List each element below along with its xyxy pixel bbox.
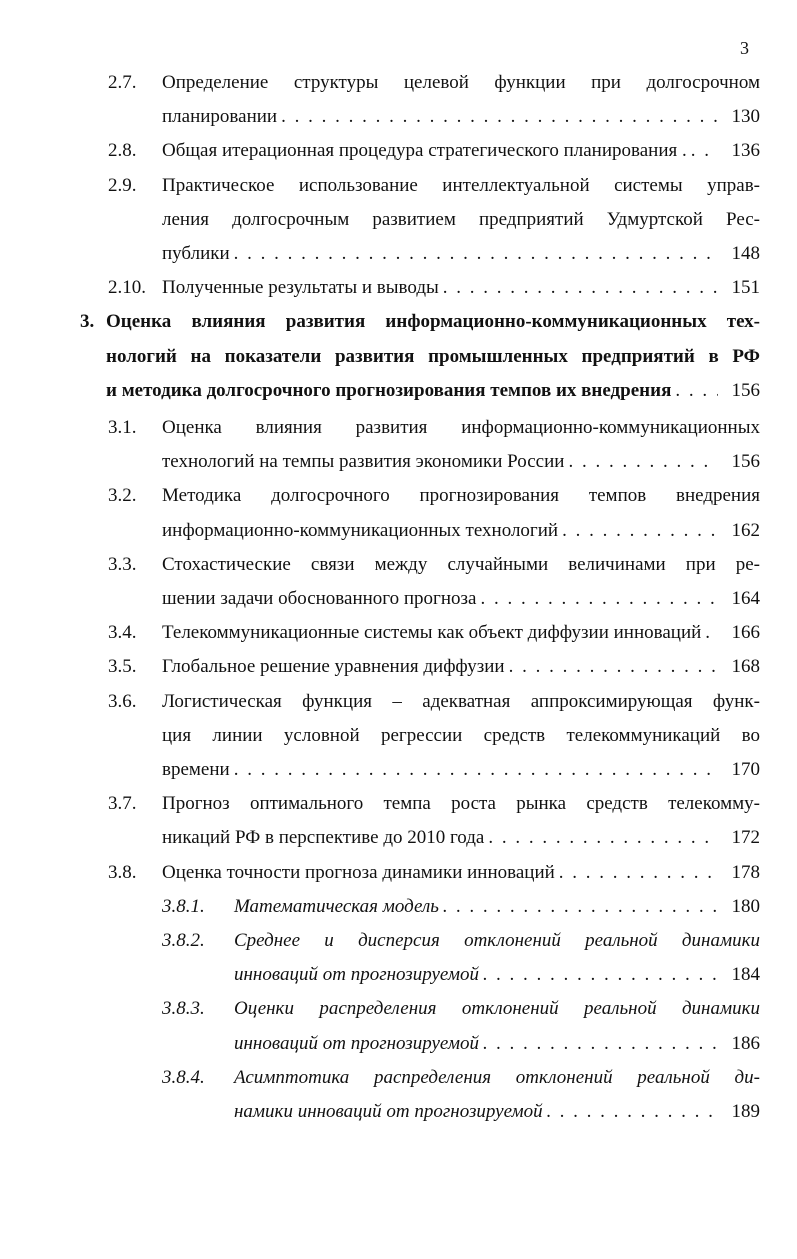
toc-entry-page: 130	[731, 106, 760, 128]
toc-entry-title-line: никаций РФ в перспективе до 2010 года	[162, 827, 485, 849]
toc-entry[interactable]	[0, 134, 797, 168]
dot-leader	[547, 1095, 718, 1129]
toc-entry-title-line: Логистическая функция – адекватная аппроксимирующая функ-	[162, 690, 760, 712]
toc-entry-title-line: ция линии условной регрессии средств телекоммуникаций во	[162, 724, 760, 746]
toc-entry-title-line: Математическая модель	[234, 895, 439, 917]
dot-leader	[562, 514, 718, 548]
toc-entry-page: 164	[731, 588, 760, 610]
toc-entry[interactable]	[0, 305, 797, 408]
toc-entry[interactable]	[0, 787, 797, 855]
toc-entry-page: 148	[731, 243, 760, 265]
toc-entry-page: 168	[731, 656, 760, 678]
dot-leader	[488, 821, 718, 855]
toc-entry[interactable]	[0, 479, 797, 547]
dot-leader	[675, 374, 718, 408]
toc-entry-title-line: и методика долгосрочного прогнозирования темпов их внедрения	[106, 379, 672, 401]
toc-entry[interactable]	[0, 66, 797, 134]
toc-entry[interactable]	[0, 548, 797, 616]
toc-entry-number: 3.5.	[108, 656, 137, 678]
toc-entry-title-line: времени	[162, 759, 230, 781]
toc-entry-number: 2.7.	[108, 72, 137, 93]
dot-leader	[483, 1027, 718, 1061]
toc-entry-title-line: шении задачи обоснованного прогноза	[162, 588, 477, 610]
toc-entry-number: 2.10.	[108, 277, 146, 299]
toc-entry-title-line: ления долгосрочным развитием предприятий Удмуртской Рес-	[162, 208, 760, 230]
toc-entry-title-line: инноваций от прогнозируемой	[234, 964, 479, 986]
toc-entry-page: 166	[731, 622, 760, 644]
toc-entry-title-line: Оценка точности прогноза динамики инноваций	[162, 861, 555, 883]
toc-entry[interactable]	[0, 992, 797, 1060]
page-number: 3	[740, 38, 749, 58]
toc-entry-title-line: планировании	[162, 106, 278, 128]
toc-entry-title-line: публики	[162, 243, 230, 265]
dot-leader	[483, 958, 718, 992]
toc-entry-title-line: технологий на темпы развития экономики России	[162, 451, 565, 473]
dot-leader	[234, 237, 718, 271]
toc-entry[interactable]	[0, 1061, 797, 1129]
dot-leader	[568, 445, 718, 479]
toc-entry-title-line: Телекоммуникационные системы как объект диффузии инноваций	[162, 622, 702, 644]
toc-entry-title-line: нологий на показатели развития промышленных предприятий в РФ	[106, 345, 760, 367]
dot-leader	[443, 890, 718, 924]
toc-entry-number: 2.8.	[108, 140, 137, 162]
toc-entry-title-line: намики инноваций от прогнозируемой	[234, 1101, 543, 1123]
toc-entry-page: 170	[731, 759, 760, 781]
toc-entry-title-line: Методика долгосрочного прогнозирования темпов внедрения	[162, 485, 760, 507]
toc-entry-number: 3.7.	[108, 793, 137, 815]
toc-entry-title-line: Глобальное решение уравнения диффузии	[162, 656, 505, 678]
toc-entry-number: 3.6.	[108, 690, 137, 712]
toc-entry-page: 172	[731, 827, 760, 849]
dot-leader	[480, 582, 718, 616]
toc-entry-title-line: Практическое использование интеллектуальной системы управ-	[162, 174, 760, 196]
toc-entry-number: 3.1.	[108, 417, 137, 439]
toc-entry-title-line: Оценка влияния развития информационно-коммуникационных тех-	[106, 311, 760, 333]
toc-entry-title-line: Оценка влияния развития информационно-коммуникационных	[162, 417, 760, 439]
dot-leader	[691, 134, 718, 168]
dot-leader	[443, 271, 718, 305]
dot-leader	[281, 100, 718, 134]
toc-entry-title-line: Прогноз оптимального темпа роста рынка средств телекомму-	[162, 793, 760, 815]
table-of-contents	[0, 66, 797, 1129]
toc-entry-title-line: информационно-коммуникационных технологий	[162, 519, 559, 541]
toc-entry-title-line: Стохастические связи между случайными величинами при ре-	[162, 553, 760, 575]
toc-entry-number: 3.8.4.	[162, 1066, 205, 1088]
toc-entry-title-line: Оценки распределения отклонений реальной динамики	[234, 998, 760, 1020]
toc-entry-number: 3.8.1.	[162, 895, 205, 917]
toc-entry-title-line: Асимптотика распределения отклонений реальной ди-	[234, 1066, 760, 1088]
dot-leader	[705, 616, 718, 650]
toc-entry[interactable]	[0, 890, 797, 924]
toc-entry-number: 3.4.	[108, 622, 137, 644]
dot-leader	[559, 856, 718, 890]
toc-entry-number: 3.8.	[108, 861, 137, 883]
toc-entry[interactable]	[0, 856, 797, 890]
toc-entry[interactable]	[0, 411, 797, 479]
toc-entry-number: 3.2.	[108, 485, 137, 507]
toc-entry-page: 156	[731, 379, 760, 401]
toc-entry-page: 184	[731, 964, 760, 986]
toc-entry[interactable]	[0, 271, 797, 305]
toc-entry-number: 3.8.2.	[162, 930, 205, 952]
toc-entry-page: 136	[731, 140, 760, 162]
toc-entry-page: 189	[731, 1101, 760, 1123]
toc-entry[interactable]	[0, 169, 797, 272]
toc-entry-page: 186	[731, 1032, 760, 1054]
toc-entry-title-line: Среднее и дисперсия отклонений реальной динамики	[234, 930, 760, 952]
toc-entry-page: 156	[731, 451, 760, 473]
toc-entry-page: 180	[731, 895, 760, 917]
dot-leader	[234, 753, 718, 787]
toc-entry-title-line: инноваций от прогнозируемой	[234, 1032, 479, 1054]
toc-entry-page: 151	[731, 277, 760, 299]
toc-entry-number: 3.3.	[108, 553, 137, 575]
toc-entry[interactable]	[0, 616, 797, 650]
dot-leader	[509, 650, 718, 684]
toc-entry-number: 3.	[80, 311, 95, 333]
toc-entry-title-line: Полученные результаты и выводы	[162, 277, 439, 299]
toc-entry-number: 3.8.3.	[162, 998, 205, 1020]
toc-entry-title-line: Общая итерационная процедура стратегического планирования .	[162, 140, 687, 162]
toc-entry-page: 178	[731, 861, 760, 883]
toc-entry-number: 2.9.	[108, 174, 137, 196]
toc-entry[interactable]	[0, 685, 797, 788]
toc-entry-title-line: Определение структуры целевой функции при долгосрочном	[162, 72, 760, 93]
toc-entry[interactable]	[0, 924, 797, 992]
toc-entry-page: 162	[731, 519, 760, 541]
toc-entry[interactable]	[0, 650, 797, 684]
